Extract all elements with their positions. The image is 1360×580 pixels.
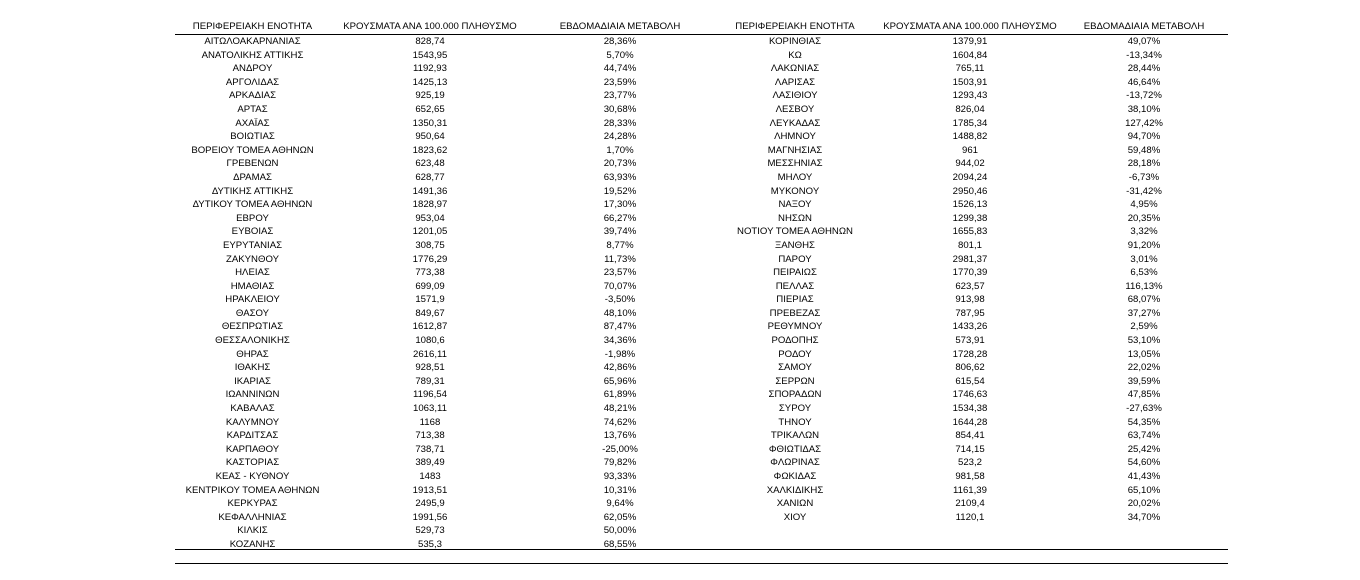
table-row (175, 511, 1228, 525)
right-cases-per-100k-cell: 1526,13 (952, 199, 988, 211)
right-region-name-cell: ΣΑΜΟΥ (778, 362, 812, 374)
right-region-name-cell: ΝΟΤΙΟΥ ΤΟΜΕΑ ΑΘΗΝΩΝ (737, 226, 853, 238)
table-row (175, 497, 1228, 511)
right-region-name-cell: ΠΡΕΒΕΖΑΣ (769, 307, 821, 319)
right-cases-per-100k-cell: 2094,24 (952, 171, 988, 183)
header-cases-left: ΚΡΟΥΣΜΑΤΑ ΑΝΑ 100.000 ΠΛΗΘΥΣΜΟ (330, 20, 530, 35)
left-cases-per-100k-cell: 1828,97 (412, 199, 448, 211)
table-row (175, 416, 1228, 430)
left-region-name-cell: ΕΥΒΟΙΑΣ (231, 226, 274, 238)
right-region-name-cell: ΤΡΙΚΑΛΩΝ (770, 430, 820, 442)
left-weekly-change-cell: -25,00% (602, 443, 638, 455)
left-cases-per-100k-cell: 1913,51 (412, 484, 448, 496)
table-row (175, 130, 1228, 144)
left-cases-per-100k-cell: 529,73 (415, 525, 445, 537)
left-weekly-change-cell: 9,64% (606, 498, 634, 510)
left-cases-per-100k-cell: 928,51 (415, 362, 445, 374)
right-cases-per-100k-cell: 765,11 (955, 63, 985, 75)
right-region-name-cell: ΣΥΡΟΥ (778, 403, 812, 415)
right-cases-per-100k-cell: 1644,28 (952, 416, 988, 428)
left-weekly-change-cell: 48,21% (603, 403, 637, 415)
table-row (175, 49, 1228, 63)
right-region-name-cell (710, 524, 880, 538)
left-region-name-cell: ΚΕΡΚΥΡΑΣ (227, 498, 278, 510)
left-weekly-change-cell: -3,50% (604, 294, 636, 306)
left-weekly-change-cell: 48,10% (603, 307, 637, 319)
right-cases-per-100k-cell: 573,91 (955, 335, 985, 347)
right-weekly-change-cell: -27,63% (1126, 403, 1162, 415)
left-weekly-change-cell: 1,70% (606, 144, 634, 156)
right-region-name-cell: ΛΑΚΩΝΙΑΣ (770, 63, 820, 75)
right-region-name-cell: ΤΗΝΟΥ (778, 416, 812, 428)
right-region-name-cell: ΧΑΛΚΙΔΙΚΗΣ (766, 484, 824, 496)
left-region-name-cell: ΘΗΡΑΣ (236, 348, 269, 360)
left-cases-per-100k-cell: 1483 (419, 471, 441, 482)
left-region-name-cell: ΑΡΚΑΔΙΑΣ (229, 90, 276, 102)
left-region-name-cell: ΗΜΑΘΙΑΣ (230, 280, 275, 292)
right-cases-per-100k-cell: 806,62 (955, 362, 985, 374)
left-weekly-change-cell: 30,68% (603, 103, 637, 115)
right-weekly-change-cell (1060, 524, 1228, 538)
left-region-name-cell: ΑΙΤΩΛΟΑΚΑΡΝΑΝΙΑΣ (204, 36, 301, 47)
right-region-name-cell: ΠΕΛΛΑΣ (775, 280, 815, 292)
left-region-name-cell: ΙΚΑΡΙΑΣ (234, 375, 271, 387)
right-weekly-change-cell: 94,70% (1127, 131, 1161, 143)
right-cases-per-100k-cell: 1785,34 (952, 117, 988, 129)
left-cases-per-100k-cell: 1168 (419, 416, 441, 428)
left-cases-per-100k-cell: 950,64 (415, 131, 445, 143)
table-row (175, 307, 1228, 321)
right-weekly-change-cell: 65,10% (1127, 484, 1161, 496)
right-weekly-change-cell: 49,07% (1127, 36, 1161, 47)
right-cases-per-100k-cell: 523,2 (957, 457, 982, 469)
table-row (175, 429, 1228, 443)
right-region-name-cell: ΠΕΙΡΑΙΩΣ (773, 267, 817, 279)
right-cases-per-100k-cell (880, 524, 1060, 538)
right-weekly-change-cell: 46,64% (1127, 76, 1161, 88)
right-cases-per-100k-cell: 1488,82 (952, 131, 988, 143)
right-region-name-cell: ΧΑΝΙΩΝ (776, 498, 814, 510)
right-cases-per-100k-cell: 801,1 (957, 239, 982, 251)
right-cases-per-100k-cell: 1299,38 (952, 212, 988, 224)
left-region-name-cell: ΗΛΕΙΑΣ (235, 267, 270, 279)
cases-table (175, 20, 1228, 552)
left-cases-per-100k-cell: 1196,54 (413, 389, 447, 401)
table-row (175, 239, 1228, 253)
left-region-name-cell: ΘΕΣΠΡΩΤΙΑΣ (221, 321, 284, 333)
left-cases-per-100k-cell: 628,77 (415, 171, 445, 183)
right-weekly-change-cell: 68,07% (1127, 294, 1161, 306)
left-cases-per-100k-cell: 828,74 (415, 36, 445, 47)
right-cases-per-100k-cell: 623,57 (955, 280, 985, 292)
right-weekly-change-cell: 34,70% (1127, 511, 1161, 523)
left-cases-per-100k-cell: 789,31 (415, 375, 445, 387)
table-row (175, 524, 1228, 538)
right-weekly-change-cell: 41,43% (1127, 471, 1161, 482)
right-region-name-cell: ΜΕΣΣΗΝΙΑΣ (767, 158, 823, 170)
right-region-name-cell: ΡΟΔΟΥ (778, 348, 812, 360)
right-region-name-cell: ΡΟΔΟΠΗΣ (771, 335, 819, 347)
right-weekly-change-cell: 2,59% (1130, 321, 1158, 333)
left-cases-per-100k-cell: 773,38 (415, 267, 445, 279)
left-cases-per-100k-cell: 1571,9 (415, 294, 445, 306)
left-weekly-change-cell: 19,52% (603, 185, 637, 197)
right-weekly-change-cell: -6,73% (1128, 171, 1160, 183)
right-cases-per-100k-cell: 944,02 (955, 158, 985, 170)
right-region-name-cell: ΛΗΜΝΟΥ (774, 131, 816, 143)
left-region-name-cell: ΚΙΛΚΙΣ (237, 525, 268, 537)
right-cases-per-100k-cell: 826,04 (955, 103, 985, 115)
table-row (175, 76, 1228, 90)
right-weekly-change-cell: 28,18% (1127, 158, 1161, 170)
table-row (175, 185, 1228, 199)
right-weekly-change-cell: -13,72% (1126, 90, 1162, 102)
table-row (175, 402, 1228, 416)
left-cases-per-100k-cell: 2616,11 (413, 348, 447, 360)
left-cases-per-100k-cell: 1776,29 (412, 253, 448, 265)
table-row (175, 320, 1228, 334)
right-region-name-cell: ΠΙΕΡΙΑΣ (776, 294, 814, 306)
right-weekly-change-cell: -13,34% (1126, 49, 1162, 61)
left-cases-per-100k-cell: 308,75 (415, 239, 445, 251)
right-region-name-cell: ΠΑΡΟΥ (778, 253, 812, 265)
right-cases-per-100k-cell: 1604,84 (952, 49, 988, 61)
table-row (175, 117, 1228, 131)
right-cases-per-100k-cell: 854,41 (955, 430, 985, 442)
left-weekly-change-cell: 8,77% (606, 239, 634, 251)
left-region-name-cell: ΑΝΔΡΟΥ (232, 63, 273, 75)
left-cases-per-100k-cell: 738,71 (415, 443, 445, 455)
right-cases-per-100k-cell: 1655,83 (952, 226, 988, 238)
left-weekly-change-cell: 28,33% (603, 117, 637, 129)
left-region-name-cell: ΗΡΑΚΛΕΙΟΥ (225, 294, 280, 306)
right-weekly-change-cell: 13,05% (1127, 348, 1161, 360)
right-region-name-cell: ΞΑΝΘΗΣ (775, 239, 815, 251)
right-cases-per-100k-cell: 1728,28 (952, 348, 988, 360)
right-cases-per-100k-cell: 615,54 (955, 375, 985, 387)
left-region-name-cell: ΚΕΦΑΛΛΗΝΙΑΣ (218, 511, 287, 523)
left-weekly-change-cell: 28,36% (603, 36, 637, 47)
right-region-name-cell: ΛΑΣΙΘΙΟΥ (772, 90, 818, 102)
right-cases-per-100k-cell: 1746,63 (952, 389, 988, 401)
left-region-name-cell: ΑΡΤΑΣ (237, 103, 268, 115)
left-cases-per-100k-cell: 1425,13 (412, 76, 448, 88)
header-cases-right: ΚΡΟΥΣΜΑΤΑ ΑΝΑ 100.000 ΠΛΗΘΥΣΜΟ (880, 20, 1060, 35)
right-weekly-change-cell: 116,13% (1125, 280, 1163, 292)
left-region-name-cell: ΚΑΛΥΜΝΟΥ (225, 416, 280, 428)
right-weekly-change-cell: -31,42% (1126, 185, 1162, 197)
table-row (175, 334, 1228, 348)
left-region-name-cell: ΑΡΓΟΛΙΔΑΣ (225, 76, 280, 88)
left-weekly-change-cell: 61,89% (603, 389, 637, 401)
right-weekly-change-cell: 6,53% (1130, 267, 1158, 279)
right-cases-per-100k-cell: 1770,39 (952, 267, 988, 279)
left-cases-per-100k-cell: 925,19 (415, 90, 445, 102)
right-region-name-cell: ΦΘΙΩΤΙΔΑΣ (768, 443, 822, 455)
left-weekly-change-cell: 66,27% (603, 212, 637, 224)
left-region-name-cell: ΒΟΙΩΤΙΑΣ (230, 131, 275, 143)
left-region-name-cell: ΔΥΤΙΚΟΥ ΤΟΜΕΑ ΑΘΗΝΩΝ (192, 199, 313, 211)
left-weekly-change-cell: 10,31% (603, 484, 637, 496)
right-cases-per-100k-cell: 1534,38 (952, 403, 988, 415)
left-weekly-change-cell: 5,70% (606, 49, 634, 61)
right-weekly-change-cell: 3,32% (1130, 226, 1158, 238)
left-weekly-change-cell: 20,73% (603, 158, 637, 170)
right-cases-per-100k-cell: 2109,4 (955, 498, 985, 510)
left-cases-per-100k-cell: 713,38 (415, 430, 445, 442)
table-row (175, 62, 1228, 76)
left-region-name-cell: ΓΡΕΒΕΝΩΝ (226, 158, 279, 170)
header-change-right: ΕΒΔΟΜΑΔΙΑΙΑ ΜΕΤΑΒΟΛΗ (1060, 20, 1228, 35)
table-row (175, 198, 1228, 212)
table-row (175, 456, 1228, 470)
left-cases-per-100k-cell: 1991,56 (412, 511, 448, 523)
right-cases-per-100k-cell: 1379,91 (952, 36, 988, 47)
left-region-name-cell: ΕΥΡΥΤΑΝΙΑΣ (222, 239, 283, 251)
left-weekly-change-cell: 70,07% (603, 280, 637, 292)
table-row (175, 157, 1228, 171)
right-region-name-cell: ΚΩ (788, 49, 802, 61)
left-region-name-cell: ΒΟΡΕΙΟΥ ΤΟΜΕΑ ΑΘΗΝΩΝ (191, 144, 314, 156)
left-weekly-change-cell: 79,82% (603, 457, 637, 469)
left-region-name-cell: ΕΒΡΟΥ (236, 212, 269, 224)
right-region-name-cell: ΝΗΣΩΝ (778, 212, 812, 224)
left-cases-per-100k-cell: 1612,87 (412, 321, 448, 333)
left-region-name-cell: ΑΧΑΪΑΣ (235, 117, 270, 129)
right-weekly-change-cell: 53,10% (1127, 335, 1161, 347)
right-region-name-cell: ΛΑΡΙΣΑΣ (774, 76, 816, 88)
left-weekly-change-cell: 42,86% (603, 362, 637, 374)
right-cases-per-100k-cell: 961 (961, 144, 978, 156)
left-cases-per-100k-cell: 535,3 (417, 538, 442, 550)
header-row (175, 20, 1228, 35)
left-weekly-change-cell: 68,55% (603, 538, 637, 550)
table-row (175, 212, 1228, 226)
right-weekly-change-cell: 47,85% (1127, 389, 1161, 401)
right-region-name-cell: ΣΕΡΡΩΝ (775, 375, 815, 387)
left-weekly-change-cell: 34,36% (603, 335, 637, 347)
right-region-name-cell: ΛΕΣΒΟΥ (775, 103, 815, 115)
right-weekly-change-cell: 39,59% (1127, 375, 1161, 387)
right-weekly-change-cell: 38,10% (1127, 103, 1161, 115)
left-region-name-cell: ΙΩΑΝΝΙΝΩΝ (225, 389, 280, 401)
left-cases-per-100k-cell: 1823,62 (412, 144, 448, 156)
right-cases-per-100k-cell: 981,58 (955, 471, 985, 482)
left-region-name-cell: ΚΑΒΑΛΑΣ (230, 403, 275, 415)
left-cases-per-100k-cell: 2495,9 (415, 498, 445, 510)
left-region-name-cell: ΚΟΖΑΝΗΣ (229, 538, 276, 550)
left-region-name-cell: ΚΑΡΠΑΘΟΥ (225, 443, 280, 455)
left-cases-per-100k-cell: 652,65 (415, 103, 445, 115)
table-row (175, 280, 1228, 294)
left-weekly-change-cell: 23,77% (603, 90, 637, 102)
left-region-name-cell: ΙΘΑΚΗΣ (234, 362, 271, 374)
left-weekly-change-cell: 13,76% (603, 430, 637, 442)
left-region-name-cell: ΔΥΤΙΚΗΣ ΑΤΤΙΚΗΣ (211, 185, 294, 197)
right-cases-per-100k-cell: 1293,43 (952, 90, 988, 102)
left-weekly-change-cell: 93,33% (603, 471, 637, 482)
left-weekly-change-cell: 23,59% (603, 76, 637, 88)
left-cases-per-100k-cell: 849,67 (415, 307, 445, 319)
left-weekly-change-cell: 39,74% (603, 226, 637, 238)
right-region-name-cell: ΛΕΥΚΑΔΑΣ (769, 117, 821, 129)
left-cases-per-100k-cell: 1350,31 (412, 117, 448, 129)
left-weekly-change-cell: 50,00% (603, 525, 637, 537)
left-region-name-cell: ΔΡΑΜΑΣ (233, 171, 272, 183)
left-cases-per-100k-cell: 389,49 (415, 457, 445, 469)
left-cases-per-100k-cell: 953,04 (415, 212, 445, 224)
left-region-name-cell: ΖΑΚΥΝΘΟΥ (226, 253, 279, 265)
table-row (175, 388, 1228, 402)
right-weekly-change-cell: 127,42% (1125, 117, 1163, 129)
left-weekly-change-cell: -1,98% (604, 348, 636, 360)
right-cases-per-100k-cell: 913,98 (955, 294, 985, 306)
left-region-name-cell: ΘΑΣΟΥ (235, 307, 270, 319)
right-cases-per-100k-cell: 1503,91 (952, 76, 988, 88)
left-region-name-cell: ΚΑΡΔΙΤΣΑΣ (226, 430, 279, 442)
right-cases-per-100k-cell: 714,15 (955, 443, 985, 455)
left-weekly-change-cell: 63,93% (603, 171, 637, 183)
table-row (175, 293, 1228, 307)
left-weekly-change-cell: 74,62% (603, 416, 637, 428)
right-weekly-change-cell: 54,60% (1127, 457, 1161, 469)
right-weekly-change-cell: 91,20% (1127, 239, 1161, 251)
right-weekly-change-cell: 63,74% (1127, 430, 1161, 442)
table-row (175, 144, 1228, 158)
left-cases-per-100k-cell: 1543,95 (412, 49, 448, 61)
right-cases-per-100k-cell: 787,95 (955, 307, 985, 319)
right-weekly-change-cell: 4,95% (1130, 199, 1158, 211)
right-weekly-change-cell: 25,42% (1127, 443, 1161, 455)
left-region-name-cell: ΚΑΣΤΟΡΙΑΣ (225, 457, 280, 469)
table-row (175, 348, 1228, 362)
header-region-left: ΠΕΡΙΦΕΡΕΙΑΚΗ ΕΝΟΤΗΤΑ (175, 20, 330, 35)
right-cases-per-100k-cell: 1120,1 (955, 511, 985, 523)
right-region-name-cell: ΦΩΚΙΔΑΣ (773, 471, 817, 482)
right-region-name-cell: ΝΑΞΟΥ (778, 199, 812, 211)
left-cases-per-100k-cell: 1080,6 (415, 335, 445, 347)
right-region-name-cell: ΦΛΩΡΙΝΑΣ (770, 457, 820, 469)
right-cases-per-100k-cell: 1433,26 (952, 321, 988, 333)
left-region-name-cell: ΘΕΣΣΑΛΟΝΙΚΗΣ (215, 335, 290, 347)
table-bottom-rule (175, 549, 1228, 550)
table-row (175, 266, 1228, 280)
left-cases-per-100k-cell: 1491,36 (412, 185, 448, 197)
table-row (175, 89, 1228, 103)
right-region-name-cell: ΜΗΛΟΥ (777, 171, 813, 183)
table-row (175, 103, 1228, 117)
right-region-name-cell: ΜΑΓΝΗΣΙΑΣ (767, 144, 823, 156)
left-weekly-change-cell: 24,28% (603, 131, 637, 143)
left-weekly-change-cell: 23,57% (603, 267, 637, 279)
right-region-name-cell: ΜΥΚΟΝΟΥ (770, 185, 820, 197)
left-region-name-cell: ΑΝΑΤΟΛΙΚΗΣ ΑΤΤΙΚΗΣ (201, 49, 304, 61)
right-region-name-cell: ΡΕΘΥΜΝΟΥ (767, 321, 823, 333)
right-cases-per-100k-cell: 1161,39 (953, 484, 987, 496)
left-weekly-change-cell: 17,30% (603, 199, 637, 211)
page-bottom-rule (175, 563, 1228, 564)
table-row (175, 253, 1228, 267)
right-region-name-cell: ΣΠΟΡΑΔΩΝ (768, 389, 822, 401)
table-row (175, 443, 1228, 457)
left-weekly-change-cell: 11,73% (604, 253, 636, 265)
right-region-name-cell: ΚΟΡΙΝΘΙΑΣ (768, 36, 822, 47)
left-cases-per-100k-cell: 623,48 (415, 158, 445, 170)
left-weekly-change-cell: 87,47% (603, 321, 637, 333)
right-weekly-change-cell: 37,27% (1127, 307, 1161, 319)
header-region-right: ΠΕΡΙΦΕΡΕΙΑΚΗ ΕΝΟΤΗΤΑ (710, 20, 880, 35)
right-region-name-cell: ΧΙΟΥ (783, 511, 807, 523)
table-row (175, 361, 1228, 375)
table-row (175, 484, 1228, 498)
left-cases-per-100k-cell: 1063,11 (413, 403, 447, 415)
right-weekly-change-cell: 59,48% (1127, 144, 1161, 156)
document-table-region (175, 20, 1228, 552)
left-weekly-change-cell: 44,74% (603, 63, 637, 75)
right-weekly-change-cell: 20,35% (1127, 212, 1161, 224)
right-weekly-change-cell: 28,44% (1127, 63, 1161, 75)
header-change-left: ΕΒΔΟΜΑΔΙΑΙΑ ΜΕΤΑΒΟΛΗ (530, 20, 710, 35)
right-weekly-change-cell: 20,02% (1127, 498, 1161, 510)
right-cases-per-100k-cell: 2950,46 (952, 185, 988, 197)
left-weekly-change-cell: 62,05% (603, 511, 637, 523)
left-cases-per-100k-cell: 699,09 (415, 280, 445, 292)
right-cases-per-100k-cell: 2981,37 (952, 253, 988, 265)
table-row (175, 35, 1228, 49)
table-row (175, 375, 1228, 389)
table-row (175, 225, 1228, 239)
table-row (175, 470, 1228, 484)
left-region-name-cell: ΚΕΝΤΡΙΚΟΥ ΤΟΜΕΑ ΑΘΗΝΩΝ (185, 484, 320, 496)
right-weekly-change-cell: 54,35% (1127, 416, 1161, 428)
left-cases-per-100k-cell: 1201,05 (412, 226, 448, 238)
left-cases-per-100k-cell: 1192,93 (413, 63, 447, 75)
left-region-name-cell: ΚΕΑΣ - ΚΥΘΝΟΥ (215, 471, 290, 482)
left-weekly-change-cell: 65,96% (603, 375, 637, 387)
right-weekly-change-cell: 22,02% (1127, 362, 1161, 374)
table-row (175, 171, 1228, 185)
right-weekly-change-cell: 3,01% (1130, 253, 1158, 265)
